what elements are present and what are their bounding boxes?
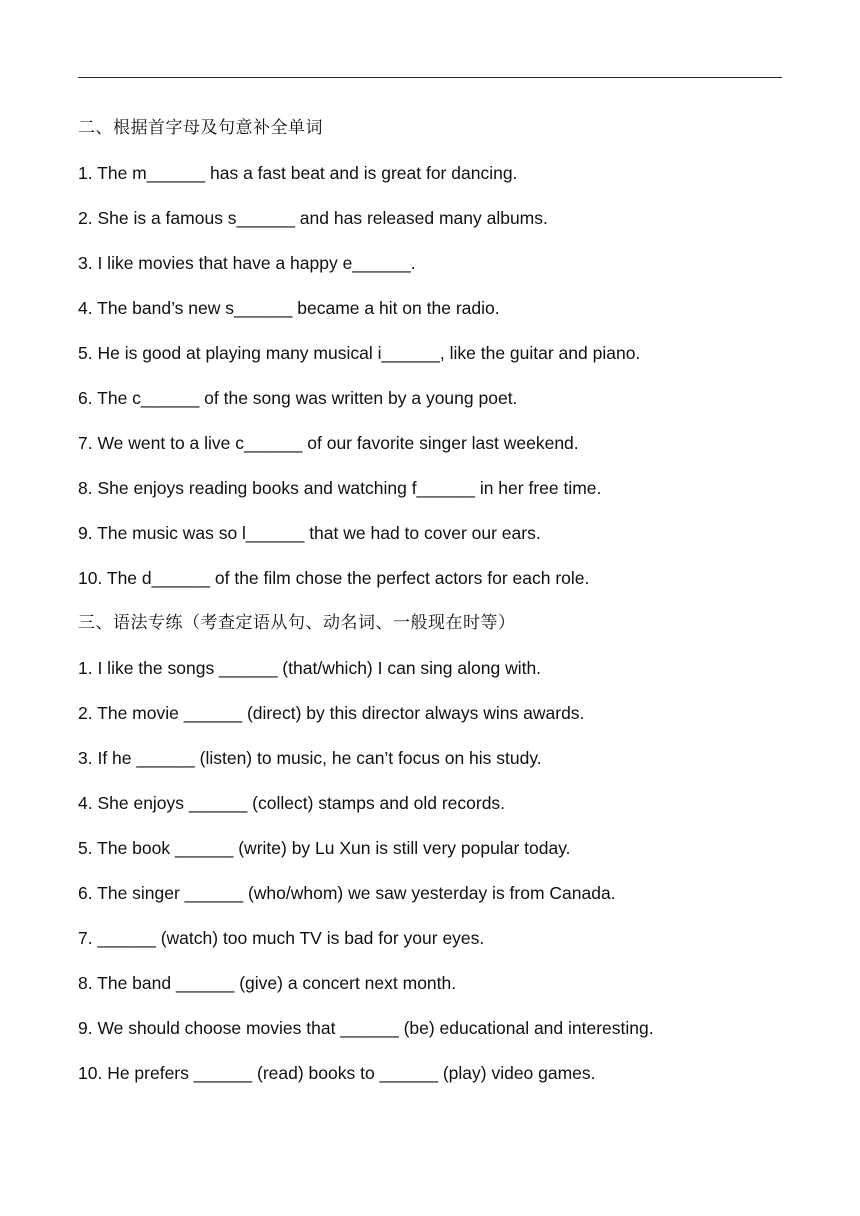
section-2-item: 7. We went to a live c______ of our favorite singer last weekend. (78, 433, 579, 453)
section-2-item: 1. The m______ has a fast beat and is great for dancing. (78, 163, 518, 183)
section-3-item: 8. The band ______ (give) a concert next month. (78, 973, 457, 993)
section-2-item: 2. She is a famous s______ and has released many albums. (78, 208, 548, 228)
section-3-item: 1. I like the songs ______ (that/which) I can sing along with. (78, 658, 542, 678)
section-2-item: 8. She enjoys reading books and watching f______ in her free time. (78, 478, 602, 498)
section-2-item: 6. The c______ of the song was written by a young poet. (78, 388, 518, 408)
section-3-item: 10. He prefers ______ (read) books to ______ (play) video games. (78, 1063, 596, 1083)
section-3-item: 9. We should choose movies that ______ (be) educational and interesting. (78, 1018, 654, 1038)
section-3-item: 3. If he ______ (listen) to music, he can’t focus on his study. (78, 748, 542, 768)
section-3-item: 4. She enjoys ______ (collect) stamps and old records. (78, 793, 506, 813)
section-2-item: 4. The band’s new s______ became a hit on the radio. (78, 298, 500, 318)
section-2-item: 10. The d______ of the film chose the perfect actors for each role. (78, 568, 590, 588)
section-3-item: 5. The book ______ (write) by Lu Xun is still very popular today. (78, 838, 571, 858)
section-3-item: 2. The movie ______ (direct) by this director always wins awards. (78, 703, 585, 723)
section-3-item: 6. The singer ______ (who/whom) we saw yesterday is from Canada. (78, 883, 616, 903)
header-rule (78, 77, 782, 78)
section-2-item: 3. I like movies that have a happy e______. (78, 253, 416, 273)
section-2-heading: 二、根据首字母及句意补全单词 (78, 118, 323, 138)
section-3-item: 7. ______ (watch) too much TV is bad for your eyes. (78, 928, 485, 948)
section-3-heading: 三、语法专练（考查定语从句、动名词、一般现在时等） (78, 613, 516, 633)
section-2-item: 9. The music was so l______ that we had to cover our ears. (78, 523, 541, 543)
section-2-item: 5. He is good at playing many musical i______, like the guitar and piano. (78, 343, 641, 363)
worksheet (78, 113, 782, 1103)
